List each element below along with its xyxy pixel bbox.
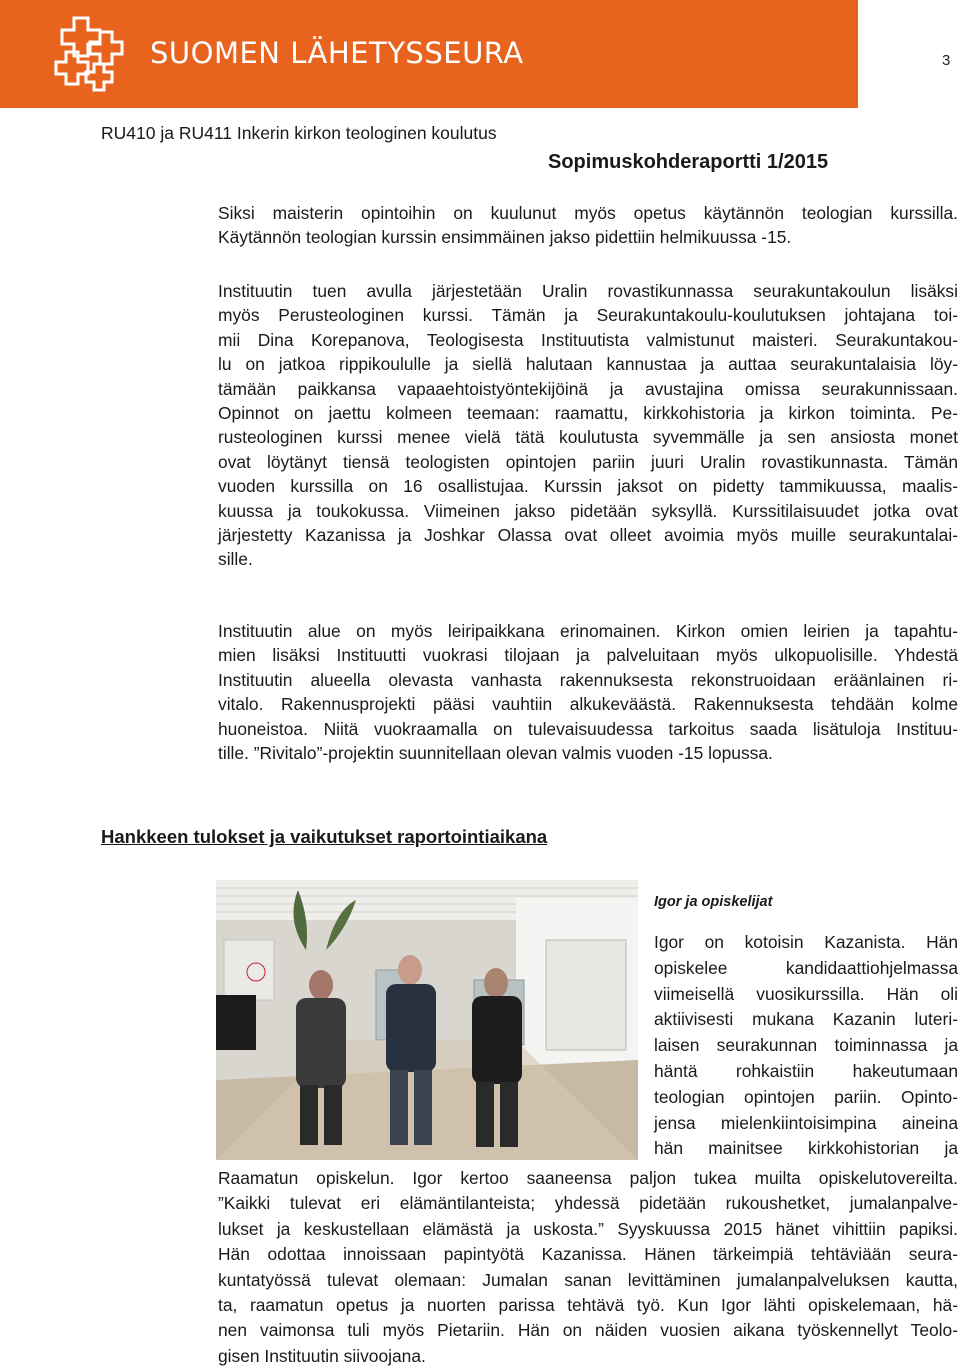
group-photo [216,880,638,1160]
cross-logo-icon [52,14,134,96]
text-line: opiskelee kandidaattiohjelmassa [654,957,958,978]
igor-paragraph [218,1166,958,1369]
text-line: Igor on kotoisin Kazanista. Hän [654,932,958,952]
text-line: Instituutin alueella olevasta vanhasta rakennuksesta rekonstruoidaan eräänlainen ri- [218,669,958,690]
text-line: vitalo. Rakennusprojekti pääsi vauhtiin alkukeväästä. Rakennuksesta tehdään kolme [218,694,958,715]
text-line: kuntatyössä tulevat olemaan: Jumalan sanan levittäminen jumalanpalveluksen kautta, [218,1269,958,1290]
text-line: Instituutin tuen avulla järjestetään Uralin rovastikunnassa seurakuntakoulun lisäksi [218,281,958,301]
page-number: 3 [942,52,951,69]
text-line: sille. [218,549,253,570]
text-line: tämään paikkansa vapaaehtoistyöntekijöinä ja avustajina omissa seurakunnissaan. [218,378,958,399]
text-line: Käytännön teologian kurssin ensimmäinen jakso pidettiin helmikuussa -15. [218,227,792,248]
text-line: lu on jatkoa rippikoululle ja siellä halutaan kannustaa ja auttaa seurakuntalaisia löy- [218,354,958,375]
text-line: mien lisäksi Instituutti vuokrasi tilojaan ja palveluitaan myös ulkopuolisille. Yhdestä [218,645,958,666]
project-code: RU410 ja RU411 Inkerin kirkon teologinen koulutus [101,123,497,143]
paragraph-2 [218,279,958,572]
text-line: ovat löytänyt tiensä teologisten opintojen pariin juuri Uralin rovastikunnasta. Tämän [218,451,958,472]
text-line: rusteologinen kurssi menee vielä tätä koulutusta syvemmälle ja sen ansiosta monet [218,427,958,448]
text-line: laisen seurakunnan toiminnassa ja [654,1035,958,1056]
text-line: vuoden kurssilla on 16 osallistujaa. Kurssin jaksot on pidetty tammikuussa, maalis- [218,476,958,497]
text-line: nen vaimonsa tuli myös Pietariin. Hän on näiden vuosien aikana työskennellyt Teolo- [218,1320,958,1341]
section-heading: Hankkeen tulokset ja vaikutukset raportointiaikana [101,826,548,847]
text-line: aktiivisesti mukana Kazanin luteri- [654,1009,958,1030]
report-title: Sopimuskohderaportti 1/2015 [548,151,829,173]
text-line: jensa mielenkiintoisimpina aineina [654,1112,958,1133]
text-line: teologian opintojen pariin. Opinto- [654,1086,958,1107]
text-line: Siksi maisterin opintoihin on kuulunut myös opetus käytännön teologian kurssilla. [218,203,958,223]
text-line: huoneistoa. Niitä vuokraamalla on tulevaisuudessa tarkoitus saada lisätuloja Instituu- [218,718,958,739]
text-line: viimeisellä vuosikurssilla. Hän oli [654,983,958,1004]
text-line: lukset ja keskustellaan elämästä ja uskosta.” Syyskuussa 2015 hänet vihittiin papiksi. [218,1218,958,1239]
text-line: ”Kaikki tulevat eri elämäntilanteista; yhdessä pidetään rukoushetket, jumalanpalve- [218,1193,958,1214]
text-line: hän mainitsee kirkkohistorian ja [654,1138,958,1159]
organization-name: SUOMEN LÄHETYSSEURA [150,36,524,70]
text-line: myös Perusteologinen kurssi. Tämän ja Seurakuntakoulu-koulutuksen johtajana toi- [218,305,958,326]
text-line: Raamatun opiskelun. Igor kertoo saaneensa paljon tukea muilta opiskelutovereilta. [218,1168,958,1188]
photo-caption: Igor ja opiskelijat [654,894,773,910]
text-line: järjestetty Kazanissa ja Joshkar Olassa ovat olleet avoimia myös muille seurakuntalai- [218,525,958,546]
text-line: tille. ”Rivitalo”-projektin suunnitellaan olevan valmis vuoden -15 lopussa. [218,743,773,764]
text-line: Opinnot on jaettu kolmeen teemaan: raamattu, kirkkohistoria ja kirkon toiminta. Pe- [218,403,958,424]
paragraph-1 [218,201,958,250]
text-line: Instituutin alue on myös leiripaikkana erinomainen. Kirkon omien leirien ja tapahtu- [218,621,958,641]
text-line: ta, raamatun opetus ja nuorten parissa tehtävä työ. Kun Igor lähti opiskelemaan, hä- [218,1295,958,1316]
text-line: Hän odottaa innoissaan papintyötä Kazanissa. Hänen tärkeimpiä tehtäviään seura- [218,1244,958,1265]
header-banner [0,0,858,108]
text-line: mii Dina Korepanova, Teologisesta Instituutista valmistunut maisteri. Seurakuntakou- [218,329,958,350]
text-line: häntä rohkaistiin hakeutumaan [654,1060,958,1081]
text-line: gisen Instituutin siivoojana. [218,1345,426,1366]
text-line: kuussa ja toukokussa. Viimeinen jakso pidetään syksyllä. Kurssitilaisuudet jotka ovat [218,500,958,521]
paragraph-3 [218,619,958,765]
photo-side-text [654,930,958,1162]
